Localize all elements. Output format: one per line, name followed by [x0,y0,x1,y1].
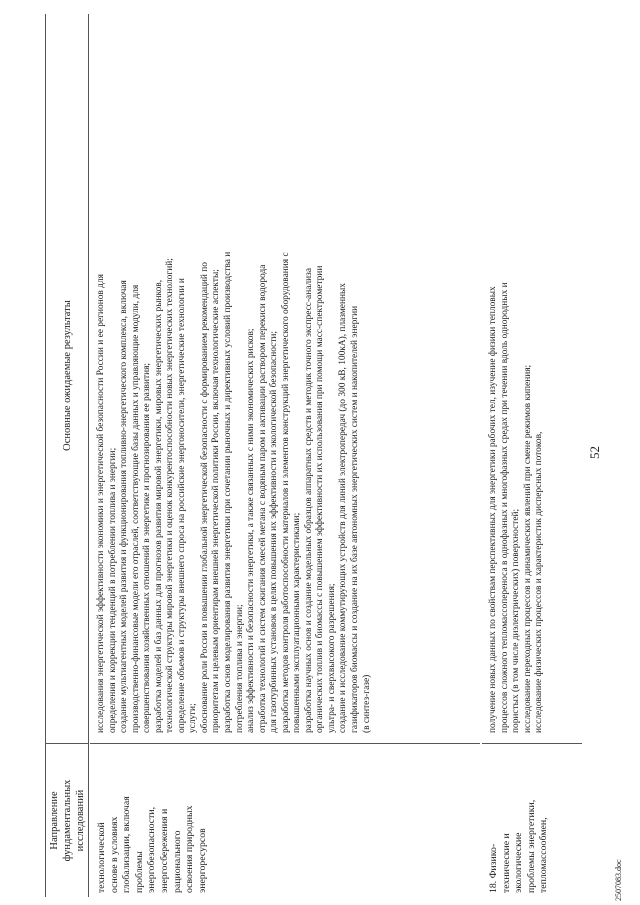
direction-line: тепломассообмен, [538,817,550,893]
result-line: получение новых данных по свойствам перспективных для энергетики рабочих тел, изучение физики тепловых [488,286,498,733]
direction-line: энергоресурсов [196,828,208,893]
result-line: производственно-финансовые модели его отраслей, соответствующие базы данных и управляющие модули, для [130,284,141,733]
direction-line: проблемы [133,851,145,893]
header-direction-cell [46,743,88,897]
result-line: отработка технологий и систем сжигания смесей метана с водяным паром и активации раствором перекиси водорода [257,264,268,733]
direction-cell [90,743,480,897]
table-header [45,14,89,897]
header-direction-line: Направление [48,791,60,850]
result-line: определения и коррекции тенденций в потреблении топлива и энергии; [107,447,118,733]
result-line: для газотурбинных установок в целях повышения их эффективности и экологической безопасности; [269,330,280,733]
result-line: процессов сложного тепломассопереноса в однофазных и многофазных средах при течении вдоль однородных и [499,282,510,733]
result-line: пористых (в том числе диэлектрических) поверхностей; [511,508,522,733]
direction-line: энергосбережения и [158,808,170,893]
results-cell [482,14,582,737]
result-line: органических топлив и биомассы с повышением эффективности их использования при помощи масс-спектрометрии [315,265,326,733]
result-line: исследование переходных процессов и динамических явлений при смене режимов кипения; [522,364,533,733]
direction-line: проблемы энергетики, [525,799,537,893]
result-line: разработка основ моделирования развития энергетики при сочетании рыночных и директивных условий производства и [223,251,234,733]
direction-line: основе в условиях [108,816,120,893]
result-line: ультра- и сверхвысокого разрешения; [326,583,337,733]
direction-line: технические и [500,833,512,893]
header-direction-line: исследований [74,789,86,852]
direction-line: экологические [513,832,525,893]
result-line: разработка научных основ и создание модельных образцов аппаратных средств и методик точного экспресс-анализа [303,267,314,733]
result-line: анализ эффективности и безопасности энергетики, а также связанных с ними экономических рисков; [246,328,257,733]
direction-line: рационального [171,830,183,893]
direction-line: 18. Физико- [488,843,499,893]
result-line: определение объемов и структуры внешнего спроса на российские энергоносители, энергетические технологии и [176,278,187,733]
page-number: 52 [587,446,602,459]
result-line: технологической структуры мировой энергетики и оценок конкурентоспособности новых энергетических технологий; [165,258,176,733]
document-filename: 2507083.doc [614,859,623,901]
result-line: исследования энергетической эффективности экономики и энергетической безопасности России и ее регионов для [96,274,106,733]
result-line: создание и исследование коммутирующих устройств для линий электропередач (до 300 кВ, 100кА), плазменных [338,283,349,733]
header-direction-line: фундаментальных [61,779,73,862]
result-line: разработка методов контроля работоспособности материалов и элементов конструкций энергетического оборудования с [280,252,291,733]
results-cell [90,14,480,737]
table-row [90,14,480,897]
result-line: потребления топлива и энергии; [234,604,245,733]
result-line: совершенствования хозяйственных отношений в энергетике и прогнозирования ее развития; [142,363,153,733]
direction-line: технологической [96,822,107,893]
header-results-cell [46,14,88,737]
result-line: приоритетам и целевым ориентирам внешней энергетической политики России, включая технологические аспекты; [211,269,222,733]
direction-cell [482,743,582,897]
result-line: обоснование роли России в повышении глобальной энергетической безопасности с формированием рекомендаций по [199,262,210,733]
result-line: создание мультиагентных моделей развития и функционирования топливно-энергетического комплекса, включая [119,280,130,733]
result-line: разработка моделей и баз данных для прогнозов развития мировой энергетики, мировых энергетических рынков, [153,279,164,733]
table-row [482,14,582,897]
result-line: (в синтез-газе) [361,674,372,733]
result-line: исследование физических процессов и характеристик дисперсных потоков, [534,431,545,733]
result-line: газификаторов биомассы и создание на их базе автономных энергетических систем и накопителей энергии [350,305,361,733]
result-line: услуги; [188,703,199,733]
direction-line: освоения природных [184,805,196,893]
result-line: повышенными эксплуатационными характеристиками; [292,512,303,733]
direction-line: энергобезопасности, [146,806,158,893]
header-results-label: Основные ожидаемые результаты [61,300,73,451]
direction-line: глобализации, включая [121,796,133,893]
